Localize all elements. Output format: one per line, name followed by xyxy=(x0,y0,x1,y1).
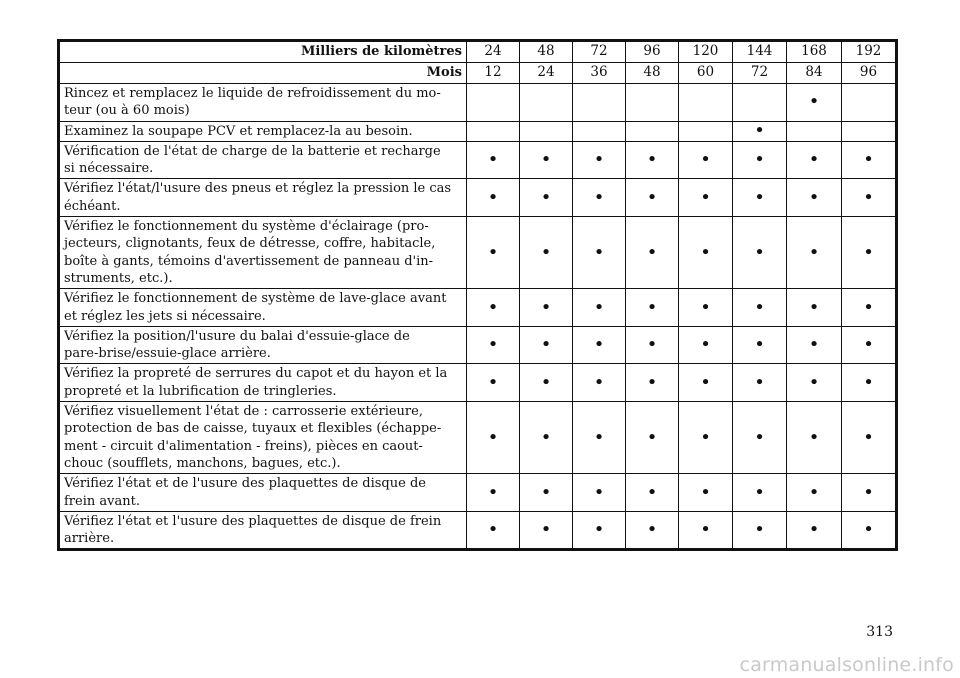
schedule-dot: • xyxy=(842,179,897,217)
schedule-dot: • xyxy=(573,474,626,512)
table-row xyxy=(59,511,897,550)
schedule-dot: • xyxy=(467,217,520,289)
schedule-dot: • xyxy=(573,511,626,550)
table-row xyxy=(59,402,897,474)
task-description: Vérifiez l'état/l'usure des pneus et réglez la pression le cas échéant. xyxy=(59,179,467,217)
schedule-dot: • xyxy=(679,402,733,474)
schedule-dot: • xyxy=(520,179,573,217)
schedule-empty-cell xyxy=(573,84,626,122)
schedule-dot: • xyxy=(467,474,520,512)
km-value: 24 xyxy=(467,41,520,63)
schedule-dot: • xyxy=(573,364,626,402)
schedule-dot: • xyxy=(842,141,897,179)
schedule-dot: • xyxy=(787,84,842,122)
schedule-empty-cell xyxy=(573,121,626,141)
km-value: 120 xyxy=(679,41,733,63)
task-description: Rincez et remplacez le liquide de refroidissement du mo- teur (ou à 60 mois) xyxy=(59,84,467,122)
table-row xyxy=(59,364,897,402)
maintenance-schedule xyxy=(57,39,895,551)
schedule-dot: • xyxy=(787,364,842,402)
task-description: Vérifiez l'état et l'usure des plaquettes de disque de frein arrière. xyxy=(59,511,467,550)
header-km-label: Milliers de kilomètres xyxy=(59,41,467,63)
schedule-dot: • xyxy=(626,289,679,327)
schedule-dot: • xyxy=(679,326,733,364)
maintenance-table xyxy=(57,39,898,551)
schedule-dot: • xyxy=(842,364,897,402)
schedule-dot: • xyxy=(787,511,842,550)
task-description: Vérifiez le fonctionnement du système d'éclairage (pro- jecteurs, clignotants, feux de détresse, coffre, habitacle, boîte à gants, témoins d'avertissement de panneau d'in- struments, etc.). xyxy=(59,217,467,289)
table-row xyxy=(59,121,897,141)
schedule-empty-cell xyxy=(787,121,842,141)
schedule-empty-cell xyxy=(467,121,520,141)
table-row xyxy=(59,84,897,122)
schedule-dot: • xyxy=(842,326,897,364)
schedule-dot: • xyxy=(626,217,679,289)
schedule-empty-cell xyxy=(842,121,897,141)
schedule-dot: • xyxy=(733,141,787,179)
schedule-dot: • xyxy=(733,179,787,217)
schedule-dot: • xyxy=(573,402,626,474)
schedule-dot: • xyxy=(467,326,520,364)
schedule-dot: • xyxy=(520,364,573,402)
schedule-dot: • xyxy=(520,511,573,550)
table-row xyxy=(59,141,897,179)
schedule-dot: • xyxy=(626,402,679,474)
schedule-dot: • xyxy=(679,511,733,550)
watermark: carmanualsonline.info xyxy=(739,654,954,676)
schedule-dot: • xyxy=(467,364,520,402)
table-body xyxy=(59,41,897,550)
km-value: 168 xyxy=(787,41,842,63)
schedule-empty-cell xyxy=(733,84,787,122)
schedule-dot: • xyxy=(467,289,520,327)
km-value: 72 xyxy=(573,41,626,63)
schedule-dot: • xyxy=(520,289,573,327)
schedule-dot: • xyxy=(842,289,897,327)
schedule-dot: • xyxy=(573,217,626,289)
header-row-km xyxy=(59,41,897,63)
schedule-dot: • xyxy=(733,217,787,289)
schedule-dot: • xyxy=(787,289,842,327)
schedule-empty-cell xyxy=(842,84,897,122)
schedule-dot: • xyxy=(733,289,787,327)
table-row xyxy=(59,474,897,512)
schedule-dot: • xyxy=(787,217,842,289)
month-value: 84 xyxy=(787,63,842,84)
schedule-empty-cell xyxy=(520,84,573,122)
schedule-dot: • xyxy=(467,402,520,474)
schedule-dot: • xyxy=(842,217,897,289)
month-value: 60 xyxy=(679,63,733,84)
task-description: Vérification de l'état de charge de la batterie et recharge si nécessaire. xyxy=(59,141,467,179)
km-value: 96 xyxy=(626,41,679,63)
schedule-dot: • xyxy=(842,474,897,512)
task-description: Examinez la soupape PCV et remplacez-la au besoin. xyxy=(59,121,467,141)
schedule-dot: • xyxy=(626,179,679,217)
schedule-dot: • xyxy=(842,402,897,474)
schedule-dot: • xyxy=(733,402,787,474)
schedule-dot: • xyxy=(842,511,897,550)
task-description: Vérifiez visuellement l'état de : carrosserie extérieure, protection de bas de caisse, tuyaux et flexibles (échappe- ment - circuit d'alimentation - freins), pièces en caout- chouc (soufflets, manchons, bagues, etc.). xyxy=(59,402,467,474)
schedule-empty-cell xyxy=(520,121,573,141)
header-month-label: Mois xyxy=(59,63,467,84)
schedule-dot: • xyxy=(679,364,733,402)
month-value: 24 xyxy=(520,63,573,84)
schedule-dot: • xyxy=(733,326,787,364)
schedule-dot: • xyxy=(520,474,573,512)
schedule-empty-cell xyxy=(626,84,679,122)
schedule-dot: • xyxy=(787,402,842,474)
schedule-dot: • xyxy=(520,402,573,474)
page-number: 313 xyxy=(866,624,893,640)
month-value: 48 xyxy=(626,63,679,84)
schedule-dot: • xyxy=(679,217,733,289)
schedule-empty-cell xyxy=(626,121,679,141)
km-value: 144 xyxy=(733,41,787,63)
schedule-dot: • xyxy=(679,474,733,512)
schedule-dot: • xyxy=(467,179,520,217)
schedule-dot: • xyxy=(467,141,520,179)
task-description: Vérifiez la position/l'usure du balai d'essuie-glace de pare-brise/essuie-glace arrière. xyxy=(59,326,467,364)
month-value: 96 xyxy=(842,63,897,84)
schedule-dot: • xyxy=(626,326,679,364)
month-value: 72 xyxy=(733,63,787,84)
schedule-dot: • xyxy=(626,511,679,550)
table-row xyxy=(59,217,897,289)
month-value: 12 xyxy=(467,63,520,84)
schedule-dot: • xyxy=(626,364,679,402)
task-description: Vérifiez le fonctionnement de système de lave-glace avant et réglez les jets si nécessaire. xyxy=(59,289,467,327)
schedule-dot: • xyxy=(679,179,733,217)
schedule-dot: • xyxy=(573,289,626,327)
km-value: 192 xyxy=(842,41,897,63)
schedule-dot: • xyxy=(520,217,573,289)
schedule-dot: • xyxy=(626,141,679,179)
table-row xyxy=(59,179,897,217)
task-description: Vérifiez la propreté de serrures du capot et du hayon et la propreté et la lubrification de tringleries. xyxy=(59,364,467,402)
schedule-dot: • xyxy=(733,121,787,141)
schedule-dot: • xyxy=(787,474,842,512)
schedule-dot: • xyxy=(787,141,842,179)
schedule-dot: • xyxy=(467,511,520,550)
schedule-empty-cell xyxy=(679,121,733,141)
schedule-dot: • xyxy=(679,289,733,327)
schedule-dot: • xyxy=(520,141,573,179)
schedule-dot: • xyxy=(573,141,626,179)
schedule-dot: • xyxy=(573,179,626,217)
schedule-dot: • xyxy=(733,511,787,550)
table-row xyxy=(59,289,897,327)
schedule-dot: • xyxy=(733,474,787,512)
task-description: Vérifiez l'état et de l'usure des plaquettes de disque de frein avant. xyxy=(59,474,467,512)
table-row xyxy=(59,326,897,364)
header-row-months xyxy=(59,63,897,84)
schedule-dot: • xyxy=(573,326,626,364)
schedule-dot: • xyxy=(520,326,573,364)
schedule-dot: • xyxy=(679,141,733,179)
month-value: 36 xyxy=(573,63,626,84)
schedule-dot: • xyxy=(626,474,679,512)
schedule-empty-cell xyxy=(679,84,733,122)
schedule-dot: • xyxy=(787,179,842,217)
km-value: 48 xyxy=(520,41,573,63)
schedule-dot: • xyxy=(787,326,842,364)
schedule-dot: • xyxy=(733,364,787,402)
schedule-empty-cell xyxy=(467,84,520,122)
